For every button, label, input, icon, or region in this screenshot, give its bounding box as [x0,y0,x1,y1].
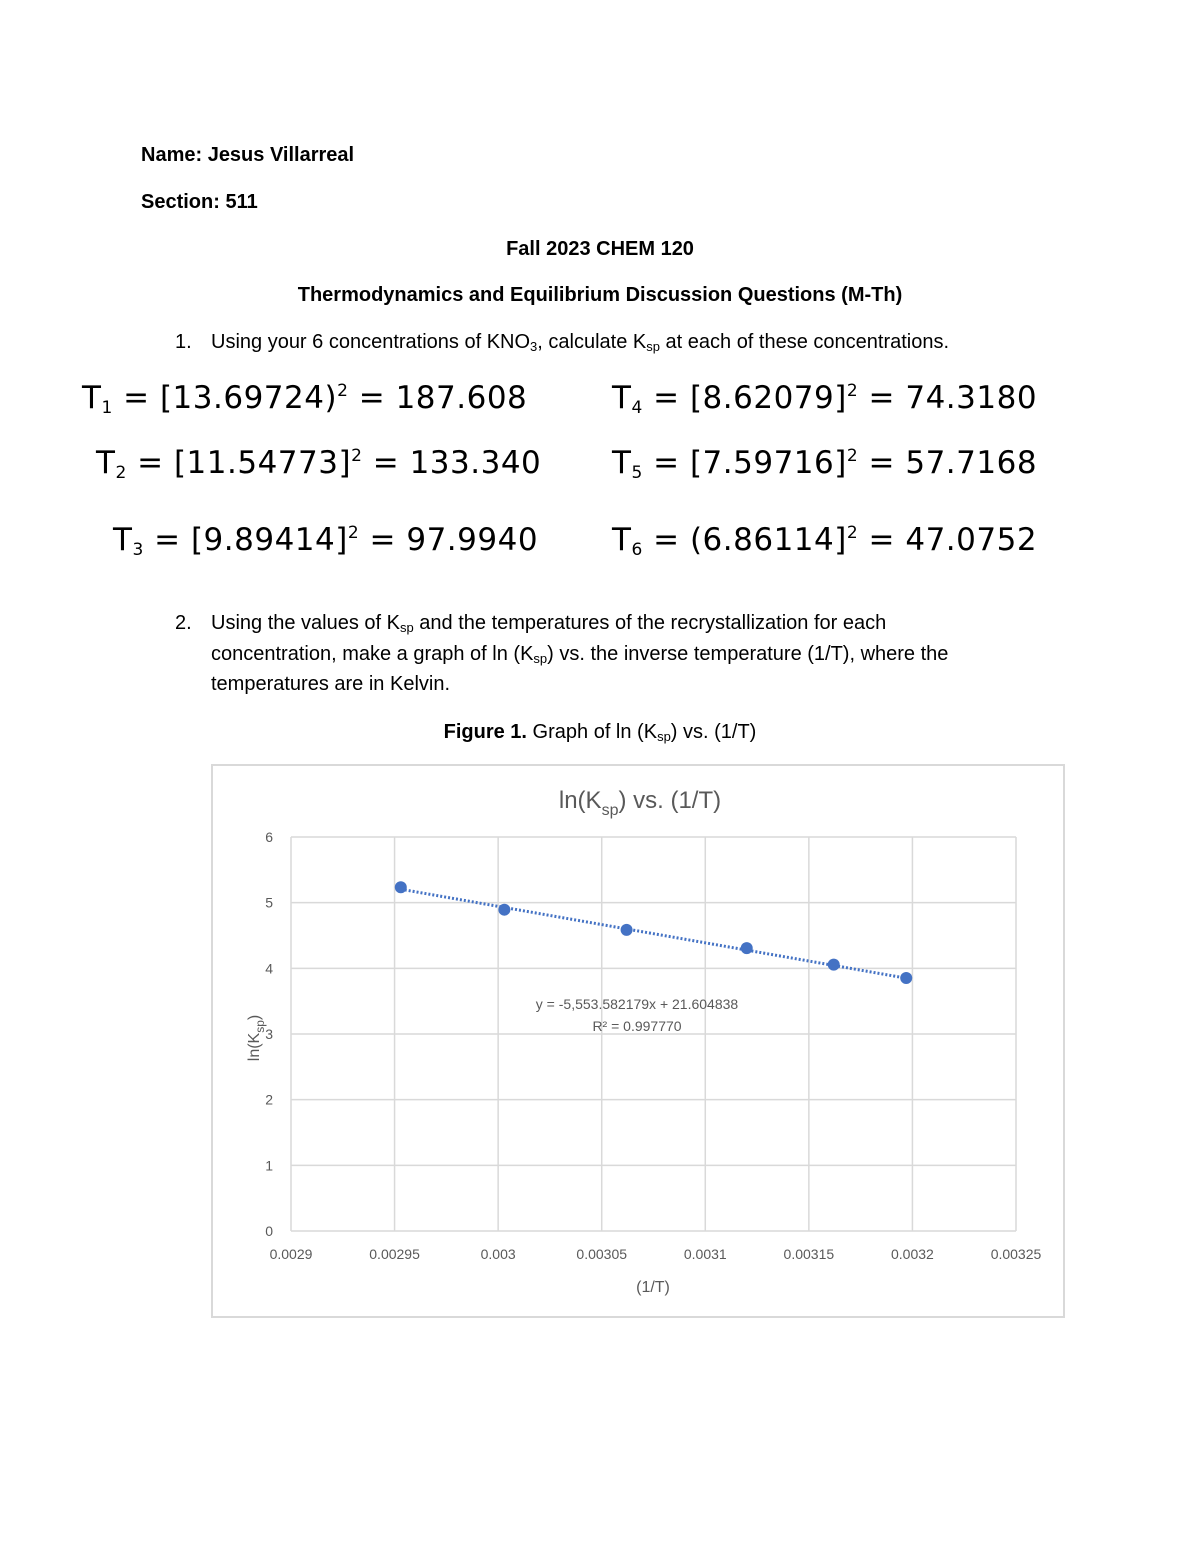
x-tick-label: 0.00315 [783,1246,835,1262]
question-2-line-2: concentration, make a graph of $\ln (K_{sp})$ vs. the inverse temperature (1/T), where the [211,642,949,666]
x-tick-label: 0.0032 [891,1246,934,1262]
hw-t: T [113,522,133,558]
hw-exp: 2 [347,523,360,543]
handwritten-calc-6 [612,522,1037,558]
handwritten-calc-1 [82,380,527,416]
handwritten-calc-4 [612,380,1037,416]
hw-expr: = [7.59716] [642,445,847,481]
figure-caption: Figure 1. Graph of $\ln (K_{sp})$ vs. (1/T) [443,721,757,744]
data-point [395,881,407,893]
hw-exp: 2 [351,446,363,466]
hw-result: = 187.608 [348,380,528,416]
hw-index: 6 [631,540,643,560]
course-title: Fall 2023 CHEM 120 [506,238,694,260]
section-number: Section: 511 [141,191,258,213]
question-2-number: 2. [175,612,192,634]
trendline-r-squared: R² = 0.997770 [592,1018,682,1034]
data-point [498,904,510,916]
y-tick-label: 4 [265,960,273,977]
x-tick-label: 0.00295 [369,1246,420,1262]
hw-t: T [612,380,632,416]
data-point [900,972,912,984]
trendline-equation: y = -5,553.582179x + 21.604838 [535,996,739,1012]
hw-index: 1 [101,398,113,418]
x-tick-label: 0.003 [480,1246,516,1262]
question-2-line-1: Using the values of $K_{sp}$ and the temperatures of the recrystallization for each [211,612,887,635]
question-2-text [211,608,1059,700]
x-tick-label: 0.00325 [990,1246,1042,1262]
hw-result: = 97.9940 [359,522,539,558]
y-tick-label: 1 [265,1157,273,1174]
hw-exp: 2 [846,381,859,401]
hw-result: = 74.3180 [858,380,1038,416]
data-point [828,959,840,971]
x-tick-label: 0.00305 [576,1246,628,1262]
chart-title: $\ln(K_{sp})$ vs. (1/T) [558,787,722,819]
handwritten-calc-3 [113,522,538,558]
hw-t: T [82,380,102,416]
hw-expr: = [8.62079] [642,380,847,416]
y-tick-label: 6 [265,829,273,845]
y-axis-label: $\ln(K_{sp})$ [246,1014,267,1062]
question-1-number: 1. [175,331,192,353]
hw-exp: 2 [337,381,349,401]
scatter-chart [213,766,1063,1316]
question-2-line-3: temperatures are in Kelvin. [211,673,451,695]
hw-expr: = (6.86114] [642,522,847,558]
y-tick-label: 0 [265,1223,273,1239]
hw-index: 4 [631,398,643,418]
x-tick-label: 0.0031 [683,1246,727,1262]
hw-exp: 2 [846,446,859,466]
question-1-text: Using your 6 concentrations of $KNO_3$, calculate $K_{sp}$ at each of these concentrations. [211,331,950,354]
hw-expr: = [13.69724) [112,380,338,416]
hw-t: T [96,445,116,481]
hw-index: 3 [132,540,144,560]
hw-expr: = [9.89414] [143,522,348,558]
x-axis-label: (1/T) [636,1279,670,1296]
hw-t: T [612,445,632,481]
hw-expr: = [11.54773] [126,445,352,481]
hw-result: = 133.340 [362,445,542,481]
hw-result: = 57.7168 [858,445,1038,481]
x-tick-label: 0.0029 [269,1246,313,1262]
document-title: Thermodynamics and Equilibrium Discussion Questions (M-Th) [297,284,903,306]
y-tick-label: 2 [265,1091,273,1108]
hw-exp: 2 [846,523,859,543]
handwritten-calc-5 [612,445,1037,481]
student-name: Name: Jesus Villarreal [141,144,355,166]
hw-result: = 47.0752 [858,522,1038,558]
data-point [621,924,633,936]
hw-index: 5 [631,463,643,483]
hw-index: 2 [115,463,127,483]
handwritten-calc-2 [96,445,541,481]
chart-frame [211,764,1065,1318]
y-tick-label: 3 [265,1026,273,1042]
y-tick-label: 5 [265,894,273,911]
hw-t: T [612,522,632,558]
data-point [741,942,753,954]
